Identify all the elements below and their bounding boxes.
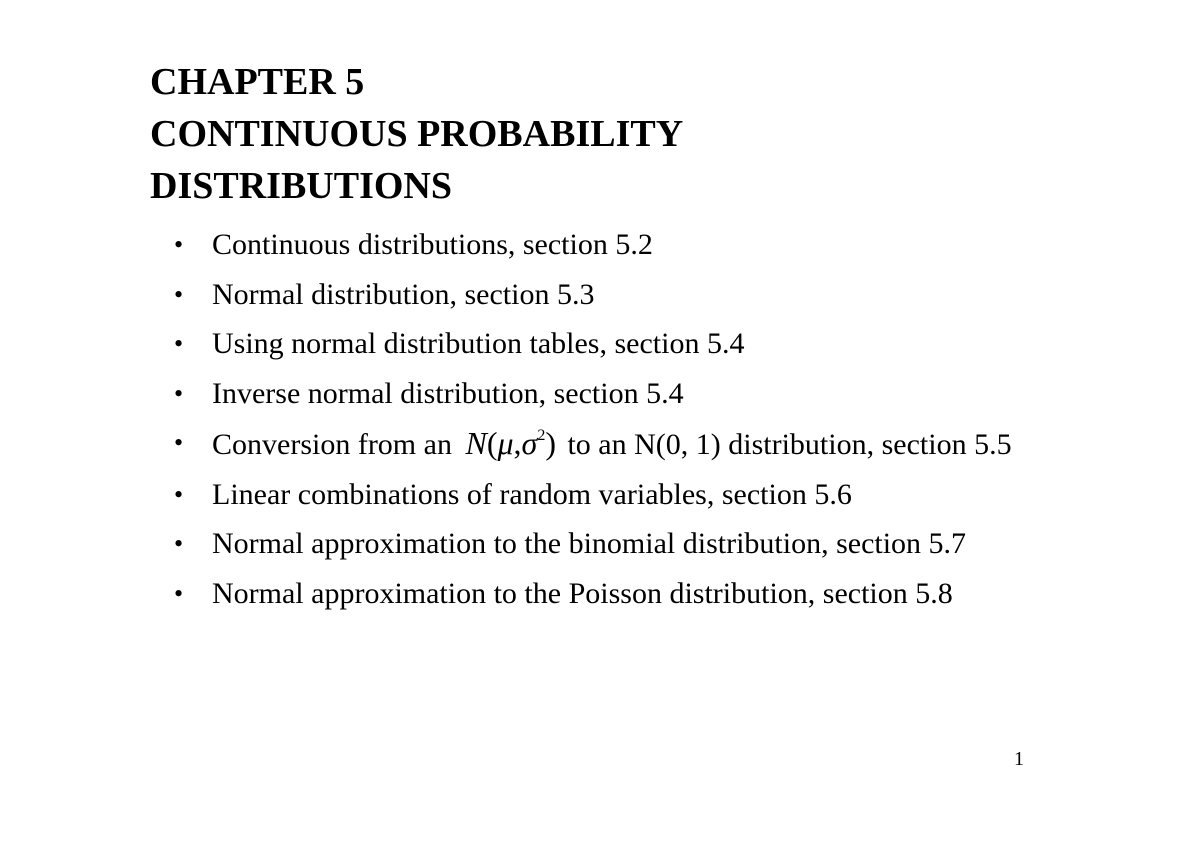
bullet-text: Normal distribution, section 5.3 — [212, 277, 595, 311]
bullet-dot: • — [174, 279, 184, 309]
title-line-2: CONTINUOUS PROBABILITY — [150, 113, 684, 155]
bullet-dot: • — [174, 378, 184, 408]
formula-mu: μ — [497, 425, 514, 461]
bullet-dot: • — [174, 230, 184, 259]
formula-open-paren: ( — [486, 425, 498, 461]
bullet-text: Inverse normal distribution, section 5.4 — [212, 376, 684, 410]
formula-sigma: σ — [521, 425, 538, 461]
formula-close-paren: ) — [545, 425, 556, 461]
normal-distribution-formula — [465, 425, 556, 461]
formula-n: N — [465, 425, 487, 461]
bullet-text-before-formula: Conversion from an — [212, 428, 452, 461]
bullet-text: Normal approximation to the Poisson distribution, section 5.8 — [212, 576, 953, 610]
bullet-dot: • — [174, 428, 184, 457]
bullet-item — [174, 476, 1054, 514]
bullet-item — [174, 375, 1054, 413]
bullet-item — [174, 525, 1054, 563]
bullet-item — [174, 424, 1054, 464]
bullet-dot: • — [174, 329, 184, 358]
bullet-item — [174, 226, 1054, 264]
formula-comma: , — [513, 425, 522, 461]
bullet-list — [174, 226, 1054, 624]
bullet-dot: • — [174, 578, 184, 608]
bullet-text: Continuous distributions, section 5.2 — [212, 228, 653, 261]
bullet-item — [174, 575, 1054, 613]
page-number: 1 — [1014, 748, 1024, 770]
slide-title — [150, 56, 683, 212]
bullet-item — [174, 276, 1054, 314]
bullet-dot: • — [174, 529, 184, 558]
bullet-item — [174, 325, 1054, 363]
bullet-text: Linear combinations of random variables, section 5.6 — [212, 477, 852, 511]
bullet-text: Normal approximation to the binomial distribution, section 5.7 — [212, 527, 967, 560]
bullet-text-after-formula: to an N(0, 1) distribution, section 5.5 — [567, 428, 1012, 461]
bullet-text: Using normal distribution tables, section 5.4 — [212, 327, 745, 360]
title-line-3: DISTRIBUTIONS — [150, 165, 452, 207]
title-line-1: CHAPTER 5 — [150, 61, 365, 103]
bullet-dot: • — [174, 479, 184, 509]
formula-exponent: 2 — [537, 427, 546, 444]
